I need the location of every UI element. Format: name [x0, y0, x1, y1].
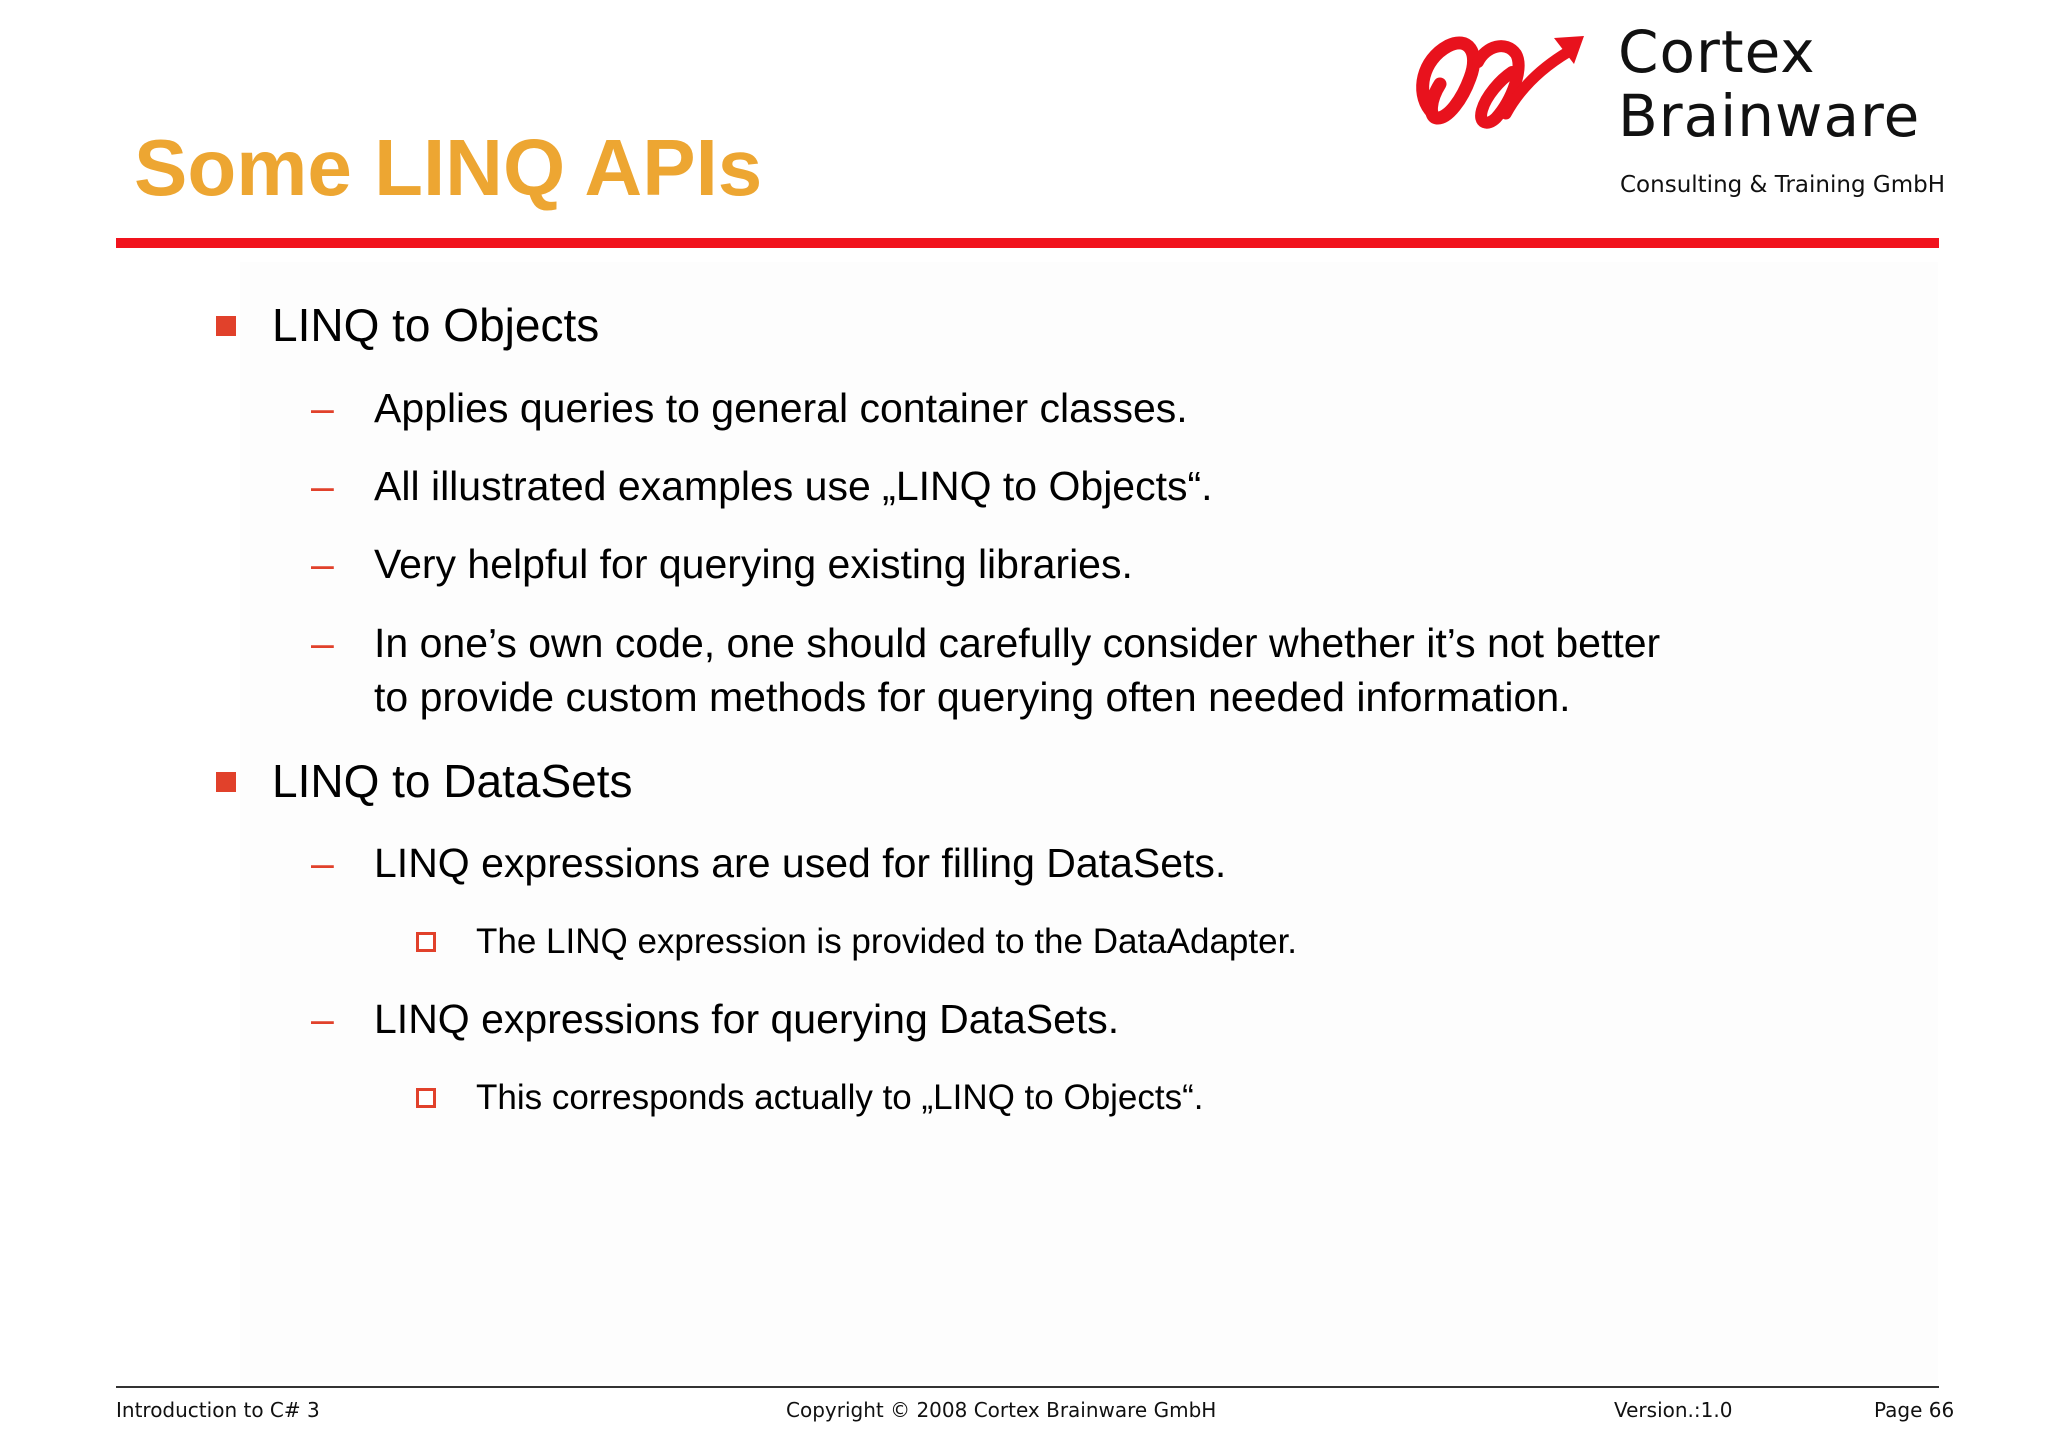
sub-bullet-text-continued: to provide custom methods for querying often needed information. — [374, 674, 1571, 720]
sub-bullet-text: All illustrated examples use „LINQ to Objects“. — [374, 463, 1213, 509]
footer-divider — [116, 1386, 1939, 1388]
dash-bullet-icon: – — [311, 385, 334, 431]
footer-page-number: Page 66 — [1874, 1398, 1955, 1422]
dash-bullet-icon: – — [311, 463, 334, 509]
logo-text-brainware: Brainware — [1618, 82, 1921, 150]
hollow-square-bullet-icon — [416, 932, 436, 952]
sub-bullet — [311, 381, 1188, 435]
sub-bullet — [311, 836, 1227, 890]
slide-title: Some LINQ APIs — [134, 123, 763, 212]
logo-subtitle: Consulting & Training GmbH — [1620, 172, 1945, 198]
sub-bullet — [311, 616, 1661, 724]
footer-course: Introduction to C# 3 — [116, 1398, 320, 1422]
title-divider — [116, 238, 1939, 248]
square-bullet-icon — [216, 316, 236, 336]
bullet-text: LINQ to DataSets — [272, 755, 633, 807]
sub-bullet — [311, 459, 1213, 513]
cortex-logo-icon — [1408, 22, 1588, 147]
logo-text-cortex: Cortex — [1618, 18, 1816, 86]
dash-bullet-icon: – — [311, 996, 334, 1042]
bullet-text: LINQ to Objects — [272, 299, 600, 351]
sub-sub-bullet — [476, 922, 1297, 962]
sub-bullet — [311, 992, 1120, 1046]
sub-bullet-text: LINQ expressions are used for filling DataSets. — [374, 840, 1227, 886]
hollow-square-bullet-icon — [416, 1088, 436, 1108]
sub-bullet-text: In one’s own code, one should carefully consider whether it’s not better — [374, 620, 1661, 666]
sub-bullet-text: LINQ expressions for querying DataSets. — [374, 996, 1120, 1042]
square-bullet-icon — [216, 772, 236, 792]
dash-bullet-icon: – — [311, 541, 334, 587]
footer-version: Version.:1.0 — [1614, 1398, 1733, 1422]
sub-sub-bullet — [476, 1078, 1204, 1118]
bullet-linq-to-objects — [272, 298, 599, 352]
sub-bullet-text: Applies queries to general container classes. — [374, 385, 1188, 431]
sub-bullet — [311, 537, 1133, 591]
sub-sub-bullet-text: This corresponds actually to „LINQ to Objects“. — [476, 1078, 1204, 1117]
dash-bullet-icon: – — [311, 620, 334, 666]
footer-copyright: Copyright © 2008 Cortex Brainware GmbH — [786, 1398, 1217, 1422]
sub-bullet-text: Very helpful for querying existing libraries. — [374, 541, 1133, 587]
dash-bullet-icon: – — [311, 840, 334, 886]
bullet-linq-to-datasets — [272, 754, 633, 808]
sub-sub-bullet-text: The LINQ expression is provided to the DataAdapter. — [476, 922, 1298, 961]
